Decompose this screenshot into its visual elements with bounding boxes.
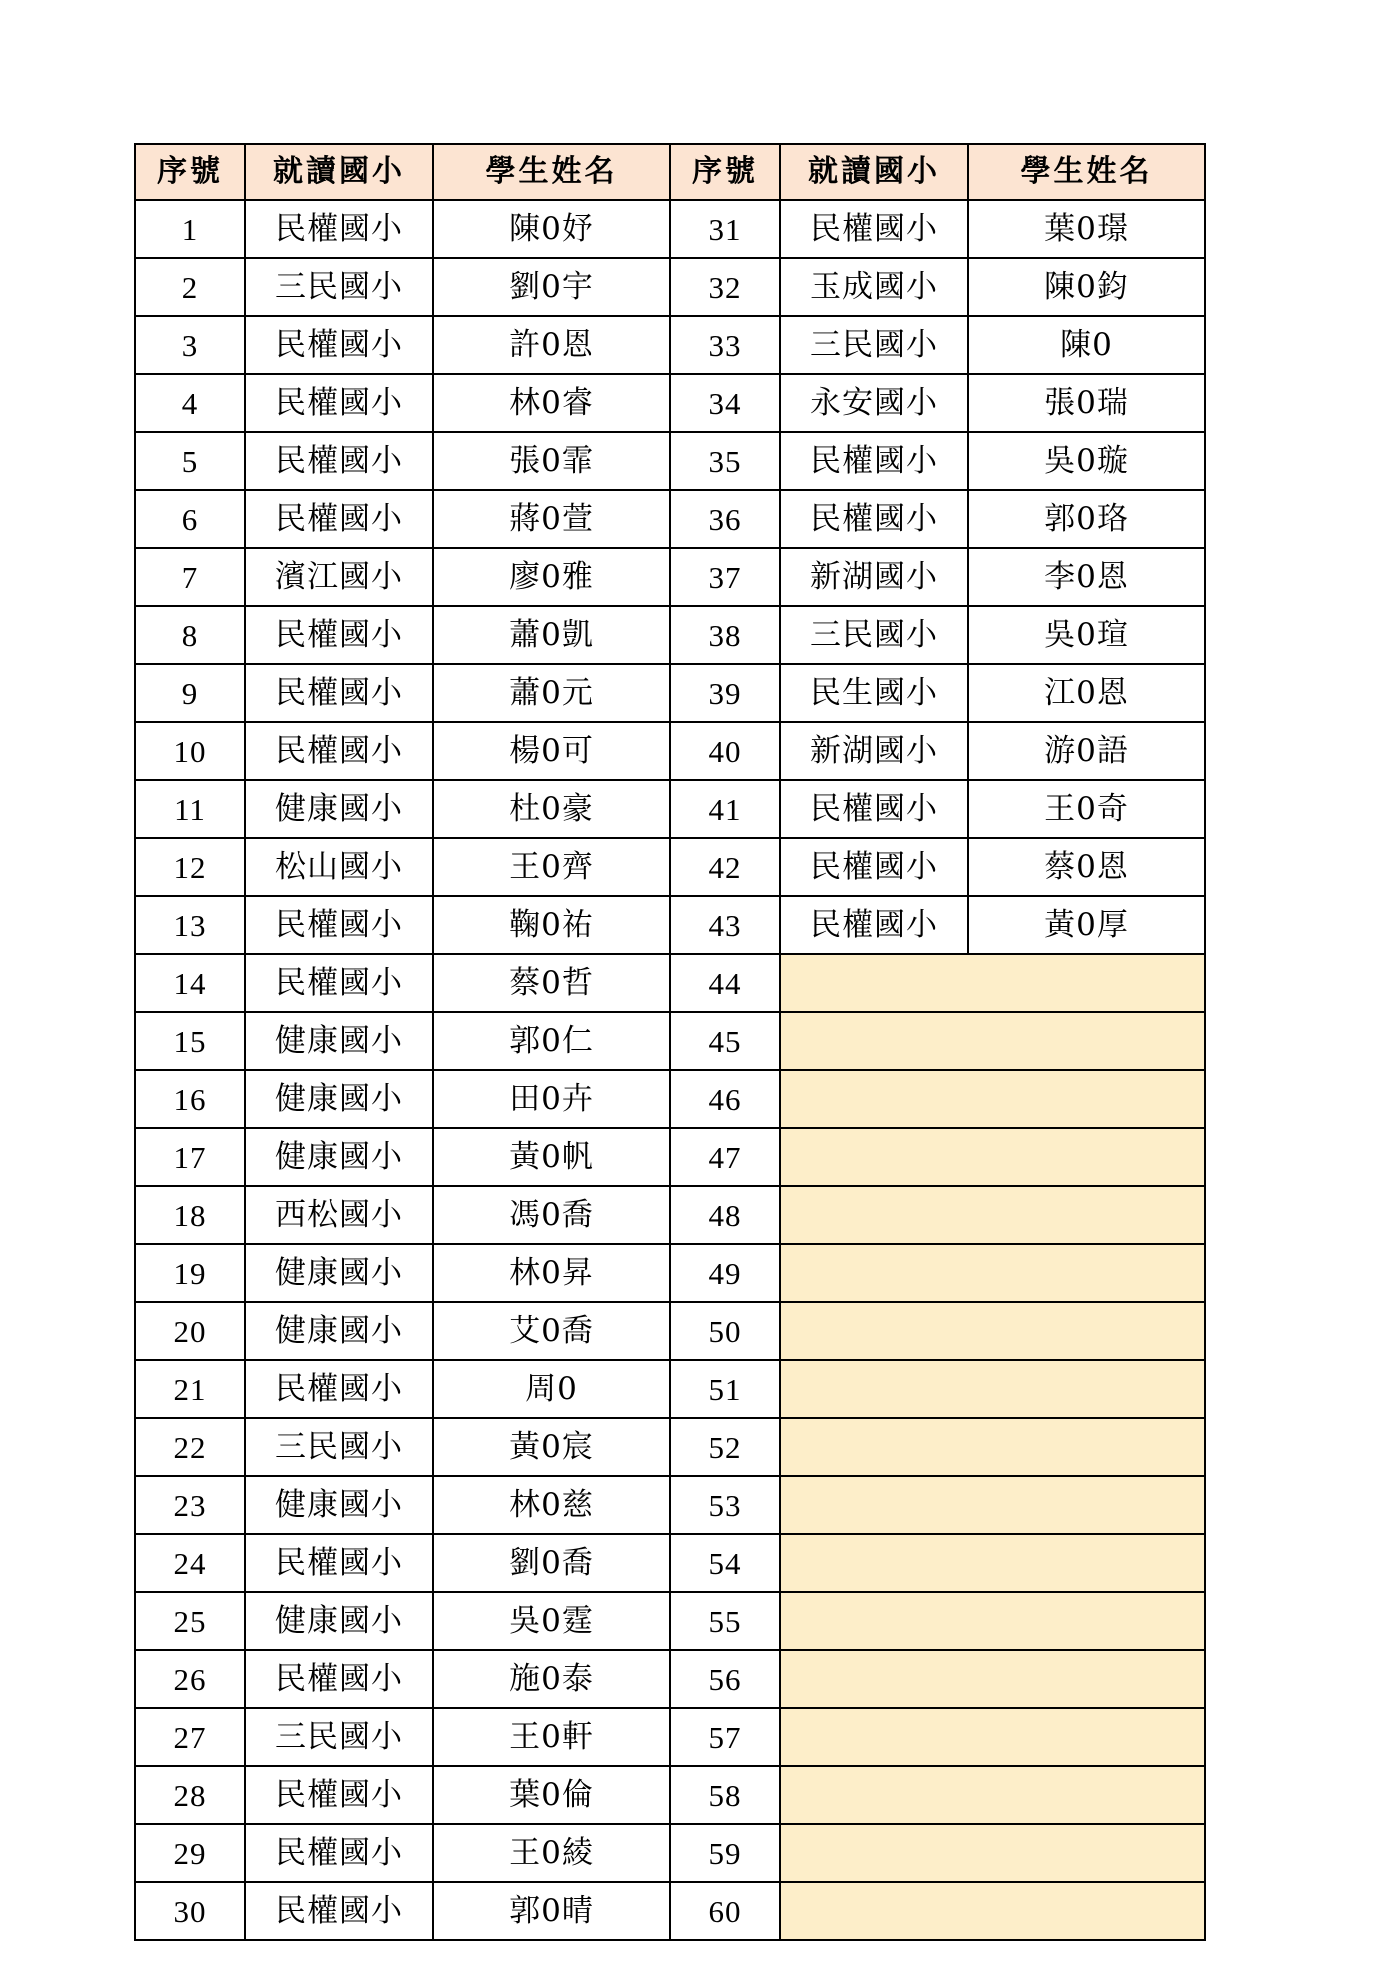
cell-empty-right xyxy=(780,1766,1205,1824)
cell-seq-left: 29 xyxy=(135,1824,245,1882)
cell-seq-right: 47 xyxy=(670,1128,780,1186)
table-row xyxy=(135,1360,1205,1418)
cell-name-left: 田0卉 xyxy=(433,1070,670,1128)
table-row xyxy=(135,606,1205,664)
cell-empty-right xyxy=(780,1882,1205,1940)
table-row xyxy=(135,316,1205,374)
cell-school-left: 民權國小 xyxy=(245,954,433,1012)
cell-school-left: 民權國小 xyxy=(245,896,433,954)
cell-seq-right: 40 xyxy=(670,722,780,780)
header-seq-left: 序號 xyxy=(135,144,245,200)
cell-name-right: 郭0珞 xyxy=(968,490,1205,548)
cell-seq-left: 13 xyxy=(135,896,245,954)
cell-school-left: 民權國小 xyxy=(245,316,433,374)
cell-empty-right xyxy=(780,1244,1205,1302)
cell-name-left: 劉0宇 xyxy=(433,258,670,316)
cell-name-left: 王0軒 xyxy=(433,1708,670,1766)
cell-empty-right xyxy=(780,1418,1205,1476)
cell-school-right: 玉成國小 xyxy=(780,258,968,316)
cell-school-left: 民權國小 xyxy=(245,1882,433,1940)
cell-school-left: 民權國小 xyxy=(245,664,433,722)
cell-seq-left: 4 xyxy=(135,374,245,432)
cell-name-left: 鞠0祐 xyxy=(433,896,670,954)
cell-seq-left: 15 xyxy=(135,1012,245,1070)
table-row xyxy=(135,1302,1205,1360)
cell-seq-right: 38 xyxy=(670,606,780,664)
cell-seq-right: 41 xyxy=(670,780,780,838)
table-row xyxy=(135,1070,1205,1128)
cell-school-right: 民權國小 xyxy=(780,200,968,258)
cell-seq-left: 30 xyxy=(135,1882,245,1940)
cell-name-left: 林0睿 xyxy=(433,374,670,432)
cell-seq-right: 31 xyxy=(670,200,780,258)
cell-school-left: 民權國小 xyxy=(245,432,433,490)
cell-seq-right: 44 xyxy=(670,954,780,1012)
cell-seq-right: 51 xyxy=(670,1360,780,1418)
cell-seq-left: 7 xyxy=(135,548,245,606)
cell-name-left: 張0霏 xyxy=(433,432,670,490)
cell-empty-right xyxy=(780,1070,1205,1128)
cell-seq-left: 19 xyxy=(135,1244,245,1302)
cell-name-left: 吳0霆 xyxy=(433,1592,670,1650)
student-roster-table xyxy=(134,143,1206,1941)
cell-name-left: 王0齊 xyxy=(433,838,670,896)
cell-name-left: 馮0喬 xyxy=(433,1186,670,1244)
cell-seq-right: 52 xyxy=(670,1418,780,1476)
table-row xyxy=(135,1418,1205,1476)
cell-school-left: 民權國小 xyxy=(245,200,433,258)
cell-empty-right xyxy=(780,1592,1205,1650)
table-row xyxy=(135,1186,1205,1244)
cell-school-left: 健康國小 xyxy=(245,1244,433,1302)
cell-school-right: 新湖國小 xyxy=(780,722,968,780)
header-school-left: 就讀國小 xyxy=(245,144,433,200)
cell-empty-right xyxy=(780,1012,1205,1070)
cell-seq-right: 59 xyxy=(670,1824,780,1882)
cell-name-left: 郭0仁 xyxy=(433,1012,670,1070)
cell-seq-right: 57 xyxy=(670,1708,780,1766)
table-row xyxy=(135,1012,1205,1070)
cell-name-left: 黃0帆 xyxy=(433,1128,670,1186)
table-row xyxy=(135,548,1205,606)
cell-school-right: 三民國小 xyxy=(780,316,968,374)
cell-seq-right: 53 xyxy=(670,1476,780,1534)
table-row xyxy=(135,200,1205,258)
cell-name-left: 陳0妤 xyxy=(433,200,670,258)
cell-seq-left: 26 xyxy=(135,1650,245,1708)
cell-empty-right xyxy=(780,1708,1205,1766)
cell-seq-right: 39 xyxy=(670,664,780,722)
cell-name-right: 陳0 xyxy=(968,316,1205,374)
cell-school-right: 新湖國小 xyxy=(780,548,968,606)
table-row xyxy=(135,1650,1205,1708)
table-row xyxy=(135,1244,1205,1302)
cell-name-left: 郭0晴 xyxy=(433,1882,670,1940)
table-row xyxy=(135,722,1205,780)
table-row xyxy=(135,1766,1205,1824)
cell-name-left: 蕭0元 xyxy=(433,664,670,722)
cell-seq-right: 45 xyxy=(670,1012,780,1070)
cell-name-left: 劉0喬 xyxy=(433,1534,670,1592)
cell-name-right: 吳0瑄 xyxy=(968,606,1205,664)
header-school-right: 就讀國小 xyxy=(780,144,968,200)
table-row xyxy=(135,374,1205,432)
cell-seq-left: 14 xyxy=(135,954,245,1012)
table-row xyxy=(135,490,1205,548)
table-header-row xyxy=(135,144,1205,200)
table-row xyxy=(135,1592,1205,1650)
cell-school-left: 民權國小 xyxy=(245,1650,433,1708)
cell-seq-left: 20 xyxy=(135,1302,245,1360)
cell-name-right: 江0恩 xyxy=(968,664,1205,722)
cell-name-left: 林0慈 xyxy=(433,1476,670,1534)
cell-name-right: 吳0璇 xyxy=(968,432,1205,490)
cell-seq-right: 56 xyxy=(670,1650,780,1708)
cell-school-left: 松山國小 xyxy=(245,838,433,896)
cell-school-left: 健康國小 xyxy=(245,1128,433,1186)
cell-name-right: 李0恩 xyxy=(968,548,1205,606)
cell-seq-left: 1 xyxy=(135,200,245,258)
cell-school-left: 健康國小 xyxy=(245,1476,433,1534)
cell-school-left: 健康國小 xyxy=(245,1070,433,1128)
cell-seq-left: 28 xyxy=(135,1766,245,1824)
cell-empty-right xyxy=(780,1302,1205,1360)
table-row xyxy=(135,780,1205,838)
cell-name-right: 黃0厚 xyxy=(968,896,1205,954)
cell-seq-right: 34 xyxy=(670,374,780,432)
cell-name-right: 游0語 xyxy=(968,722,1205,780)
table-row xyxy=(135,1534,1205,1592)
cell-seq-right: 33 xyxy=(670,316,780,374)
cell-school-left: 健康國小 xyxy=(245,1592,433,1650)
cell-seq-right: 42 xyxy=(670,838,780,896)
table-row xyxy=(135,664,1205,722)
header-name-right: 學生姓名 xyxy=(968,144,1205,200)
cell-seq-left: 6 xyxy=(135,490,245,548)
cell-name-left: 蔡0哲 xyxy=(433,954,670,1012)
cell-name-left: 葉0倫 xyxy=(433,1766,670,1824)
cell-school-left: 民權國小 xyxy=(245,1824,433,1882)
cell-school-right: 民權國小 xyxy=(780,896,968,954)
cell-empty-right xyxy=(780,1128,1205,1186)
table-row xyxy=(135,1882,1205,1940)
table-row xyxy=(135,838,1205,896)
cell-school-left: 民權國小 xyxy=(245,1766,433,1824)
cell-seq-right: 46 xyxy=(670,1070,780,1128)
cell-school-left: 三民國小 xyxy=(245,258,433,316)
cell-seq-right: 35 xyxy=(670,432,780,490)
cell-empty-right xyxy=(780,1824,1205,1882)
cell-school-right: 民權國小 xyxy=(780,838,968,896)
table-body xyxy=(135,200,1205,1940)
cell-seq-right: 58 xyxy=(670,1766,780,1824)
cell-seq-left: 23 xyxy=(135,1476,245,1534)
cell-name-left: 蔣0萱 xyxy=(433,490,670,548)
cell-school-left: 健康國小 xyxy=(245,780,433,838)
cell-school-right: 三民國小 xyxy=(780,606,968,664)
cell-school-right: 民生國小 xyxy=(780,664,968,722)
cell-empty-right xyxy=(780,954,1205,1012)
cell-seq-left: 12 xyxy=(135,838,245,896)
cell-school-left: 健康國小 xyxy=(245,1012,433,1070)
cell-name-right: 王0奇 xyxy=(968,780,1205,838)
cell-school-left: 濱江國小 xyxy=(245,548,433,606)
cell-seq-right: 49 xyxy=(670,1244,780,1302)
cell-seq-right: 55 xyxy=(670,1592,780,1650)
cell-name-left: 艾0喬 xyxy=(433,1302,670,1360)
cell-seq-left: 5 xyxy=(135,432,245,490)
cell-name-left: 施0泰 xyxy=(433,1650,670,1708)
cell-name-left: 楊0可 xyxy=(433,722,670,780)
cell-seq-left: 18 xyxy=(135,1186,245,1244)
table-row xyxy=(135,258,1205,316)
cell-school-left: 民權國小 xyxy=(245,722,433,780)
cell-empty-right xyxy=(780,1534,1205,1592)
cell-school-right: 民權國小 xyxy=(780,432,968,490)
cell-name-right: 陳0鈞 xyxy=(968,258,1205,316)
cell-seq-left: 22 xyxy=(135,1418,245,1476)
cell-name-left: 黃0宸 xyxy=(433,1418,670,1476)
cell-seq-left: 10 xyxy=(135,722,245,780)
cell-seq-left: 3 xyxy=(135,316,245,374)
cell-seq-left: 27 xyxy=(135,1708,245,1766)
cell-name-left: 周0 xyxy=(433,1360,670,1418)
cell-seq-left: 9 xyxy=(135,664,245,722)
cell-name-left: 林0昇 xyxy=(433,1244,670,1302)
table-row xyxy=(135,954,1205,1012)
cell-seq-right: 48 xyxy=(670,1186,780,1244)
cell-seq-left: 2 xyxy=(135,258,245,316)
cell-school-left: 健康國小 xyxy=(245,1302,433,1360)
cell-name-left: 杜0豪 xyxy=(433,780,670,838)
cell-school-left: 三民國小 xyxy=(245,1418,433,1476)
cell-seq-right: 43 xyxy=(670,896,780,954)
cell-school-right: 民權國小 xyxy=(780,490,968,548)
cell-school-right: 永安國小 xyxy=(780,374,968,432)
cell-seq-left: 8 xyxy=(135,606,245,664)
table-row xyxy=(135,432,1205,490)
cell-school-left: 民權國小 xyxy=(245,1360,433,1418)
cell-seq-left: 16 xyxy=(135,1070,245,1128)
cell-school-left: 民權國小 xyxy=(245,606,433,664)
cell-name-right: 張0瑞 xyxy=(968,374,1205,432)
cell-seq-right: 60 xyxy=(670,1882,780,1940)
cell-seq-right: 36 xyxy=(670,490,780,548)
cell-name-left: 蕭0凱 xyxy=(433,606,670,664)
table-row xyxy=(135,1128,1205,1186)
cell-name-right: 葉0璟 xyxy=(968,200,1205,258)
cell-name-right: 蔡0恩 xyxy=(968,838,1205,896)
header-seq-right: 序號 xyxy=(670,144,780,200)
cell-school-left: 民權國小 xyxy=(245,374,433,432)
cell-school-right: 民權國小 xyxy=(780,780,968,838)
cell-seq-left: 25 xyxy=(135,1592,245,1650)
cell-name-left: 王0綾 xyxy=(433,1824,670,1882)
table-row xyxy=(135,1476,1205,1534)
cell-seq-right: 32 xyxy=(670,258,780,316)
cell-seq-left: 24 xyxy=(135,1534,245,1592)
cell-empty-right xyxy=(780,1476,1205,1534)
cell-seq-left: 17 xyxy=(135,1128,245,1186)
cell-name-left: 許0恩 xyxy=(433,316,670,374)
cell-school-left: 三民國小 xyxy=(245,1708,433,1766)
cell-school-left: 民權國小 xyxy=(245,490,433,548)
cell-name-left: 廖0雅 xyxy=(433,548,670,606)
cell-seq-left: 21 xyxy=(135,1360,245,1418)
cell-seq-right: 50 xyxy=(670,1302,780,1360)
cell-seq-left: 11 xyxy=(135,780,245,838)
cell-empty-right xyxy=(780,1650,1205,1708)
cell-seq-right: 54 xyxy=(670,1534,780,1592)
header-name-left: 學生姓名 xyxy=(433,144,670,200)
table-row xyxy=(135,896,1205,954)
table-row xyxy=(135,1708,1205,1766)
cell-school-left: 民權國小 xyxy=(245,1534,433,1592)
cell-seq-right: 37 xyxy=(670,548,780,606)
cell-empty-right xyxy=(780,1186,1205,1244)
cell-empty-right xyxy=(780,1360,1205,1418)
cell-school-left: 西松國小 xyxy=(245,1186,433,1244)
table-row xyxy=(135,1824,1205,1882)
